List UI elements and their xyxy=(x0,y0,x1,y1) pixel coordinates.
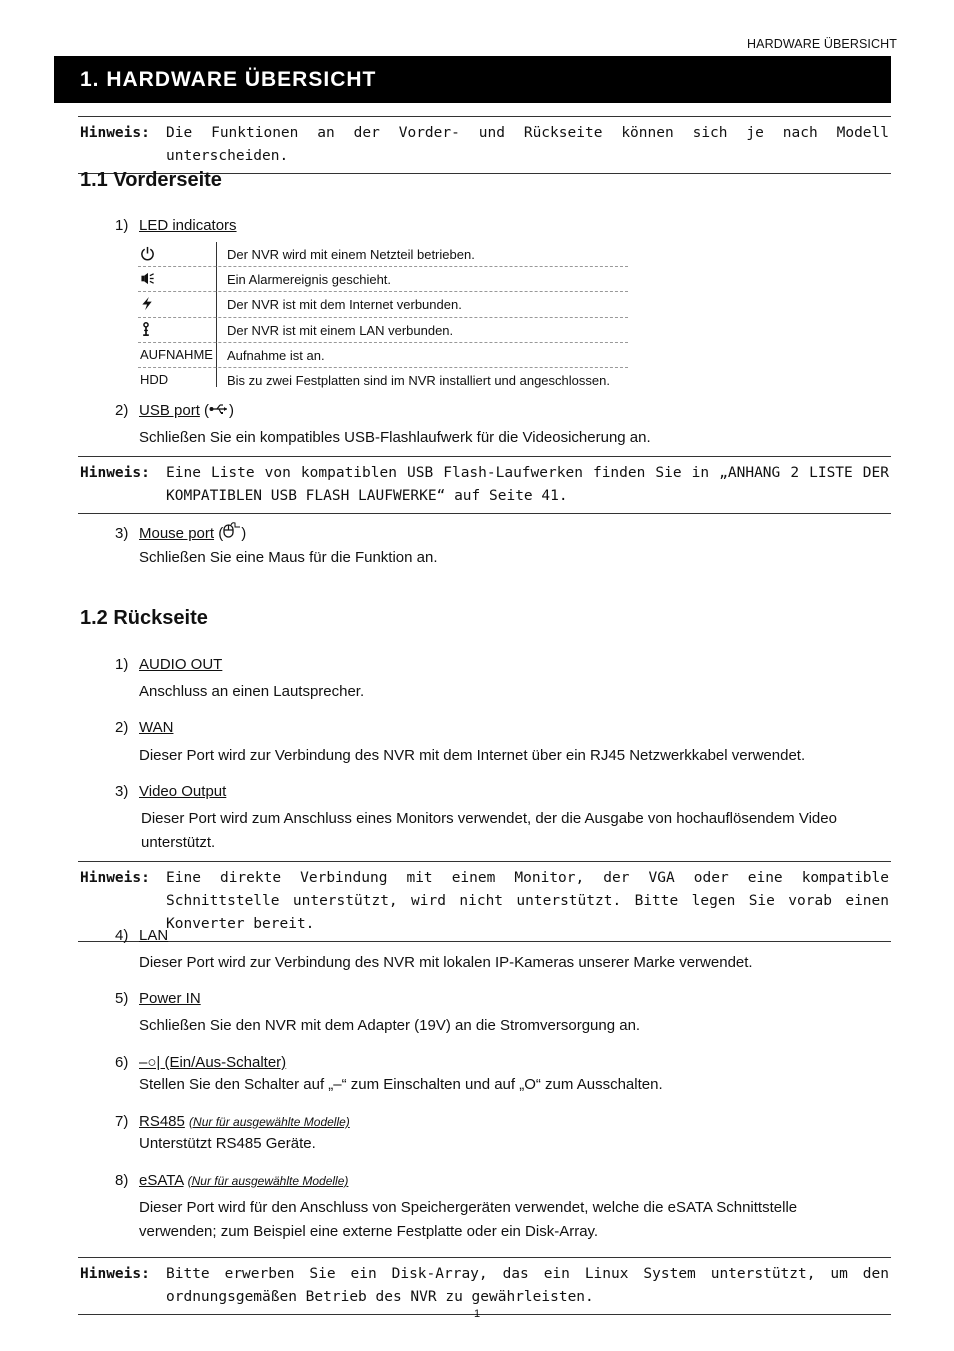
item-title: LED indicators xyxy=(139,217,237,234)
note-label: Hinweis: xyxy=(80,1266,150,1282)
item-number: 6) xyxy=(115,1054,129,1071)
note-box xyxy=(78,861,891,942)
note-text: Bitte erwerben Sie ein Disk-Array, das ein Linux System unterstützt, um den ordnungsgemäßen Betrieb des NVR zu gewährleisten. xyxy=(166,1266,889,1305)
list-item-power-in xyxy=(115,990,201,1007)
item-title: Power IN xyxy=(139,990,201,1007)
item-number: 1) xyxy=(115,656,129,673)
led-description: Ein Alarmereignis geschieht. xyxy=(227,272,392,288)
running-header: HARDWARE ÜBERSICHT xyxy=(747,37,897,51)
item-description: Dieser Port wird für den Anschluss von Speichergeräten verwendet, welche die eSATA Schnittstelle verwenden; zum Beispiel eine externe Festplatte oder ein Disk-Array. xyxy=(139,1199,798,1240)
list-item-led xyxy=(115,217,237,234)
item-title: USB port xyxy=(139,402,200,419)
alarm-icon xyxy=(140,271,214,289)
item-number: 3) xyxy=(115,783,129,800)
list-item-usb xyxy=(115,402,234,419)
led-table xyxy=(138,242,628,392)
item-title: –○| (Ein/Aus-Schalter) xyxy=(139,1054,287,1071)
note-text: Eine direkte Verbindung mit einem Monitor, der VGA oder eine kompatible Schnittstelle unterstützt, wird nicht unterstützt. Bitte legen Sie vorab einen Konverter bereit. xyxy=(166,870,889,932)
item-number: 2) xyxy=(115,402,129,419)
note-text: Die Funktionen an der Vorder- und Rückseite können sich je nach Modell unterscheiden. xyxy=(166,125,889,164)
table-row xyxy=(138,292,628,317)
list-item-wan xyxy=(115,719,173,736)
item-description: Unterstützt RS485 Geräte. xyxy=(139,1135,316,1152)
item-number: 1) xyxy=(115,217,129,234)
note-box xyxy=(78,456,891,514)
chapter-title-bar xyxy=(54,56,891,103)
led-key-label: AUFNAHME xyxy=(140,346,213,362)
mouse-icon xyxy=(223,525,241,542)
table-row xyxy=(138,368,628,392)
list-item-audio-out xyxy=(115,656,222,673)
list-item-esata xyxy=(115,1172,348,1189)
note-box xyxy=(78,116,891,174)
item-title: eSATA xyxy=(139,1172,184,1189)
led-description: Aufnahme ist an. xyxy=(227,347,325,363)
internet-icon xyxy=(140,296,214,314)
paren-close: ) xyxy=(241,525,247,542)
item-description: Stellen Sie den Schalter auf „–“ zum Einschalten und auf „O“ zum Ausschalten. xyxy=(139,1076,663,1093)
item-number: 7) xyxy=(115,1113,129,1130)
section-heading-rear: 1.2 Rückseite xyxy=(80,607,208,629)
item-number: 3) xyxy=(115,525,129,542)
item-title: LAN xyxy=(139,927,169,944)
paren-open: ( xyxy=(218,525,224,542)
item-description: Schließen Sie eine Maus für die Funktion an. xyxy=(139,549,438,566)
item-description: Dieser Port wird zur Verbindung des NVR mit dem Internet über ein RJ45 Netzwerkkabel verwendet. xyxy=(139,747,806,764)
note-box xyxy=(78,1257,891,1315)
item-number: 8) xyxy=(115,1172,129,1189)
led-description: Der NVR wird mit einem Netzteil betrieben. xyxy=(227,247,475,262)
item-title: WAN xyxy=(139,719,174,736)
item-title: Mouse port xyxy=(139,525,215,542)
item-number: 2) xyxy=(115,719,129,736)
item-number: 4) xyxy=(115,927,129,944)
table-row xyxy=(138,318,628,343)
lan-icon xyxy=(140,322,214,340)
list-item-video-output xyxy=(115,783,226,800)
list-item-mouse xyxy=(115,522,246,542)
note-label: Hinweis: xyxy=(80,125,150,141)
led-description: Der NVR ist mit einem LAN verbunden. xyxy=(227,322,454,338)
item-description: Schließen Sie ein kompatibles USB-Flashlaufwerk für die Videosicherung an. xyxy=(139,429,651,446)
usb-icon xyxy=(209,402,229,419)
item-title: RS485 xyxy=(139,1113,185,1130)
item-description: Dieser Port wird zum Anschluss eines Monitors verwendet, der die Ausgabe von hochauflösendem Video unterstützt. xyxy=(141,810,837,851)
list-item-power-switch xyxy=(115,1054,286,1071)
note-label: Hinweis: xyxy=(80,870,150,886)
item-description: Schließen Sie den NVR mit dem Adapter (19V) an die Stromversorgung an. xyxy=(139,1017,641,1034)
item-title: Video Output xyxy=(139,783,227,800)
table-row xyxy=(138,267,628,292)
note-text: Eine Liste von kompatiblen USB Flash-Laufwerken finden Sie in „ANHANG 2 LISTE DER KOMPATIBLEN USB FLASH LAUFWERKE“ auf Seite 41. xyxy=(166,465,889,504)
section-heading-front: 1.1 Vorderseite xyxy=(80,169,222,191)
chapter-title: 1. HARDWARE ÜBERSICHT xyxy=(80,68,377,91)
table-row xyxy=(138,343,628,368)
item-description: Anschluss an einen Lautsprecher. xyxy=(139,683,365,700)
led-description: Der NVR ist mit dem Internet verbunden. xyxy=(227,297,462,313)
item-note: (Nur für ausgewählte Modelle) xyxy=(187,1174,349,1188)
item-description: Dieser Port wird zur Verbindung des NVR mit lokalen IP-Kameras unserer Marke verwendet. xyxy=(139,954,753,971)
note-label: Hinweis: xyxy=(80,465,150,481)
led-key-label: HDD xyxy=(140,371,169,387)
item-number: 5) xyxy=(115,990,129,1007)
paren-open: ( xyxy=(204,402,210,419)
item-note: (Nur für ausgewählte Modelle) xyxy=(189,1115,350,1129)
list-item-rs485 xyxy=(115,1113,350,1130)
page-number: 1 xyxy=(473,1308,481,1320)
power-icon xyxy=(140,246,214,264)
list-item-lan xyxy=(115,927,168,944)
led-description: Bis zu zwei Festplatten sind im NVR installiert und angeschlossen. xyxy=(227,372,610,388)
table-row xyxy=(138,242,628,267)
item-title: AUDIO OUT xyxy=(139,656,223,673)
paren-close: ) xyxy=(229,402,235,419)
